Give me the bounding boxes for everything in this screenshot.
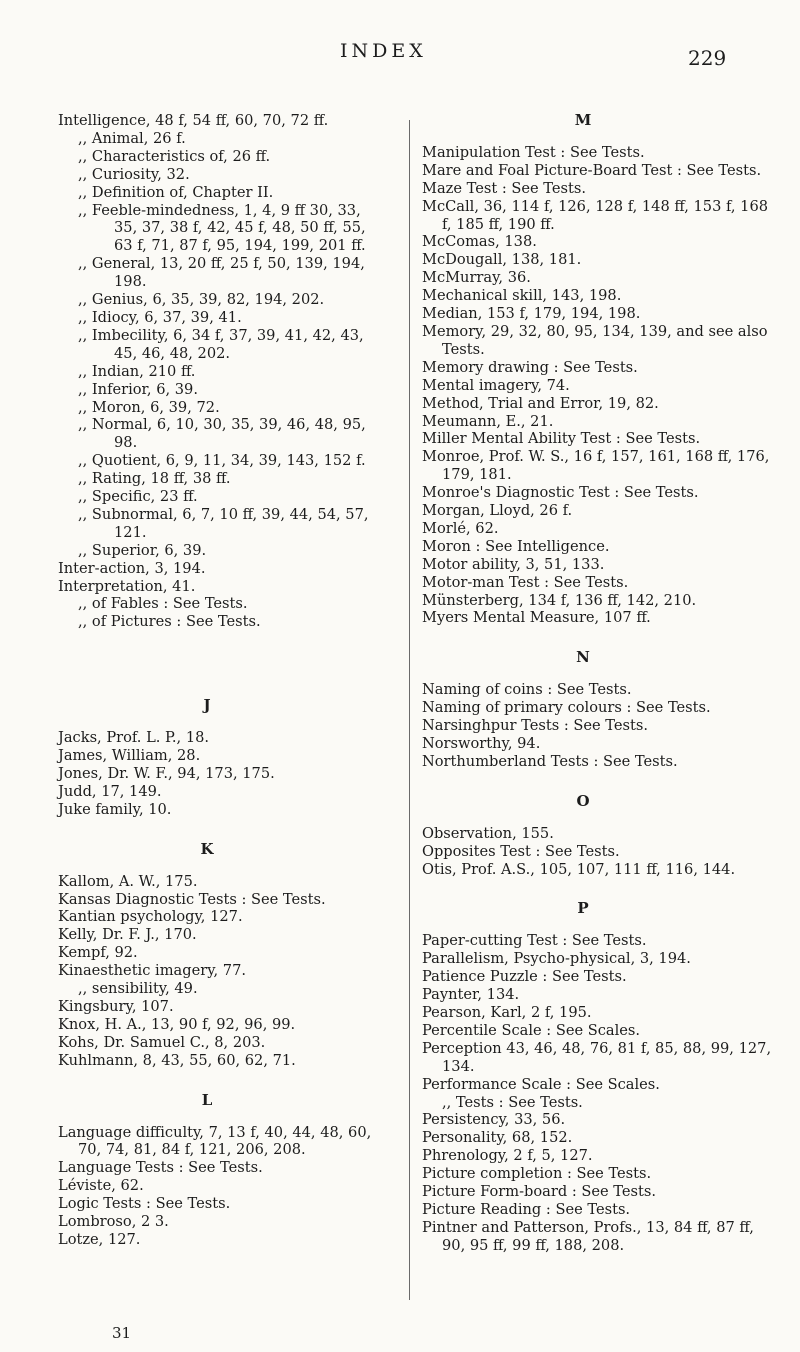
section-m	[422, 112, 774, 627]
index-entry: Kelly, Dr. F. J., 170.	[58, 926, 197, 944]
index-entry: Logic Tests : See Tests.	[58, 1195, 231, 1213]
section-n	[422, 649, 774, 770]
index-entry: Phrenology, 2 f, 5, 127.	[422, 1147, 593, 1165]
index-entry: Perception 43, 46, 48, 76, 81 f, 85, 88, 99, 127, 134.	[422, 1039, 772, 1075]
index-subentry: ,, Characteristics of, 26 ff.	[78, 147, 271, 165]
index-entry: Naming of coins : See Tests.	[422, 681, 632, 699]
index-entry: Narsinghpur Tests : See Tests.	[422, 717, 649, 735]
index-entry: Memory, 29, 32, 80, 95, 134, 139, and see also Tests.	[422, 322, 768, 358]
section-letter-k: K	[200, 839, 214, 858]
index-entry: Manipulation Test : See Tests.	[422, 143, 645, 161]
index-entry: Moron : See Intelligence.	[422, 537, 610, 555]
index-entry: Paper-cutting Test : See Tests.	[422, 932, 647, 950]
index-entry: Intelligence, 48 f, 54 ff, 60, 70, 72 ff.	[58, 112, 329, 129]
index-subentry: ,, of Fables : See Tests.	[78, 595, 248, 613]
index-entry: Monroe's Diagnostic Test : See Tests.	[422, 484, 699, 502]
section-k	[58, 841, 376, 1070]
index-entry: Naming of primary colours : See Tests.	[422, 699, 711, 717]
index-subentry: ,, of Pictures : See Tests.	[78, 613, 261, 631]
index-entry: Motor-man Test : See Tests.	[422, 573, 629, 591]
section-letter-o: O	[576, 791, 590, 810]
index-entry: Language Tests : See Tests.	[58, 1159, 263, 1177]
index-subentry: ,, General, 13, 20 ff, 25 f, 50, 139, 194, 198.	[78, 255, 365, 291]
column-divider	[409, 120, 410, 1300]
index-entry: Motor ability, 3, 51, 133.	[422, 555, 605, 573]
index-entry: Münsterberg, 134 f, 136 ff, 142, 210.	[422, 591, 697, 609]
index-entry: Maze Test : See Tests.	[422, 179, 587, 197]
index-subentry: ,, Tests : See Tests.	[442, 1093, 583, 1111]
index-subentry: ,, Quotient, 6, 9, 11, 34, 39, 143, 152 f.	[78, 452, 366, 470]
index-subentry: ,, Specific, 23 ff.	[78, 488, 198, 506]
index-entry: Percentile Scale : See Scales.	[422, 1021, 641, 1039]
index-subentry: ,, sensibility, 49.	[78, 980, 198, 998]
index-entry: McMurray, 36.	[422, 269, 531, 287]
index-entry: Patience Puzzle : See Tests.	[422, 968, 627, 986]
index-entry: Picture Reading : See Tests.	[422, 1200, 631, 1218]
index-entry: Morlé, 62.	[422, 519, 499, 537]
index-entry: Observation, 155.	[422, 824, 554, 842]
index-subentry: ,, Idiocy, 6, 37, 39, 41.	[78, 308, 242, 326]
index-entry: Memory drawing : See Tests.	[422, 358, 638, 376]
index-entry: Kohs, Dr. Samuel C., 8, 203.	[58, 1033, 266, 1051]
index-entry: Kallom, A. W., 175.	[58, 872, 198, 890]
page-number: 229	[688, 46, 727, 70]
index-entry: Mare and Foal Picture-Board Test : See Tests.	[422, 161, 762, 179]
index-entry: Median, 153 f, 179, 194, 198.	[422, 305, 641, 323]
index-entry: Juke family, 10.	[58, 800, 172, 818]
index-entry: Pintner and Patterson, Profs., 13, 84 ff, 87 ff, 90, 95 ff, 99 ff, 188, 208.	[422, 1218, 754, 1254]
section-letter-l: L	[201, 1090, 213, 1109]
index-entry: Lotze, 127.	[58, 1230, 141, 1248]
index-subentry: ,, Indian, 210 ff.	[78, 362, 196, 380]
page-header	[0, 40, 800, 80]
left-column	[58, 112, 376, 1271]
index-entry: Kempf, 92.	[58, 944, 138, 962]
index-entry: Persistency, 33, 56.	[422, 1111, 566, 1129]
index-entry: Performance Scale : See Scales.	[422, 1075, 660, 1093]
index-subentry: ,, Imbecility, 6, 34 f, 37, 39, 41, 42, 43, 45, 46, 48, 202.	[78, 326, 364, 362]
index-entry: Léviste, 62.	[58, 1177, 144, 1195]
index-entry: Kansas Diagnostic Tests : See Tests.	[58, 890, 326, 908]
right-column	[422, 112, 774, 1277]
index-subentry: ,, Feeble-mindedness, 1, 4, 9 ff 30, 33, 35, 37, 38 f, 42, 45 f, 48, 50 ff, 55, 63 f, 71, 87 f, 95, 194, 199, 201 ff.	[78, 201, 366, 255]
index-entry: Kinaesthetic imagery, 77.	[58, 962, 246, 980]
section-letter-n: N	[576, 648, 590, 667]
section-letter-p: P	[577, 899, 589, 918]
index-entry: Mental imagery, 74.	[422, 376, 570, 394]
index-entry: Language difficulty, 7, 13 f, 40, 44, 48, 60, 70, 74, 81, 84 f, 121, 206, 208.	[58, 1123, 372, 1159]
index-entry: Meumann, E., 21.	[422, 412, 554, 430]
index-entry: Mechanical skill, 143, 198.	[422, 287, 622, 305]
index-entry: Lombroso, 2 3.	[58, 1213, 169, 1231]
index-entry: Judd, 17, 149.	[58, 782, 162, 800]
index-entry: McCall, 36, 114 f, 126, 128 f, 148 ff, 153 f, 168 f, 185 ff, 190 ff.	[422, 197, 769, 233]
index-entry: Knox, H. A., 13, 90 f, 92, 96, 99.	[58, 1015, 296, 1033]
index-subentry: ,, Superior, 6, 39.	[78, 541, 207, 559]
index-entry: Opposites Test : See Tests.	[422, 842, 620, 860]
index-entry: Northumberland Tests : See Tests.	[422, 752, 678, 770]
section-j	[58, 697, 376, 818]
index-entry: McComas, 138.	[422, 233, 537, 251]
section-letter-j: J	[203, 696, 211, 715]
section-intelligence	[58, 112, 376, 631]
index-entry: Myers Mental Measure, 107 ff.	[422, 609, 651, 627]
index-entry: Parallelism, Psycho-physical, 3, 194.	[422, 950, 691, 968]
index-subentry: ,, Genius, 6, 35, 39, 82, 194, 202.	[78, 291, 325, 309]
index-entry: Pearson, Karl, 2 f, 195.	[422, 1003, 592, 1021]
index-entry: Norsworthy, 94.	[422, 735, 541, 752]
index-entry: James, William, 28.	[58, 747, 201, 765]
index-entry: Jacks, Prof. L. P., 18.	[58, 729, 210, 747]
section-letter-m: M	[574, 111, 592, 129]
index-entry: Method, Trial and Error, 19, 82.	[422, 394, 659, 412]
index-subentry: ,, Normal, 6, 10, 30, 35, 39, 46, 48, 95, 98.	[78, 416, 366, 452]
index-entry: Kingsbury, 107.	[58, 997, 174, 1015]
index-entry: McDougall, 138, 181.	[422, 251, 582, 269]
index-entry: Kuhlmann, 8, 43, 55, 60, 62, 71.	[58, 1051, 296, 1069]
index-subentry: ,, Curiosity, 32.	[78, 165, 190, 183]
index-entry: Picture completion : See Tests.	[422, 1165, 652, 1183]
index-subentry: ,, Inferior, 6, 39.	[78, 380, 198, 398]
section-o	[422, 793, 774, 879]
index-subentry: ,, Rating, 18 ff, 38 ff.	[78, 470, 231, 488]
index-subentry: ,, Moron, 6, 39, 72.	[78, 398, 220, 416]
index-entry: Paynter, 134.	[422, 986, 520, 1004]
index-entry: Miller Mental Ability Test : See Tests.	[422, 430, 701, 448]
index-entry: Otis, Prof. A.S., 105, 107, 111 ff, 116, 144.	[422, 860, 736, 878]
index-entry: Morgan, Lloyd, 26 f.	[422, 502, 573, 520]
running-title: INDEX	[340, 40, 427, 62]
index-subentry: ,, Subnormal, 6, 7, 10 ff, 39, 44, 54, 57, 121.	[78, 505, 369, 541]
index-entry: Picture Form-board : See Tests.	[422, 1183, 657, 1201]
index-entry: Personality, 68, 152.	[422, 1129, 573, 1147]
index-entry: Inter-action, 3, 194.	[58, 559, 206, 577]
section-l	[58, 1092, 376, 1249]
index-entry: Jones, Dr. W. F., 94, 173, 175.	[58, 765, 275, 782]
index-entry: Kantian psychology, 127.	[58, 908, 243, 926]
index-subentry: ,, Definition of, Chapter II.	[78, 183, 274, 201]
signature-mark: 31	[112, 1324, 132, 1342]
index-entry: Monroe, Prof. W. S., 16 f, 157, 161, 168 ff, 176, 179, 181.	[422, 448, 770, 484]
index-subentry: ,, Animal, 26 f.	[78, 129, 186, 147]
index-entry: Interpretation, 41.	[58, 577, 196, 595]
section-p	[422, 900, 774, 1254]
